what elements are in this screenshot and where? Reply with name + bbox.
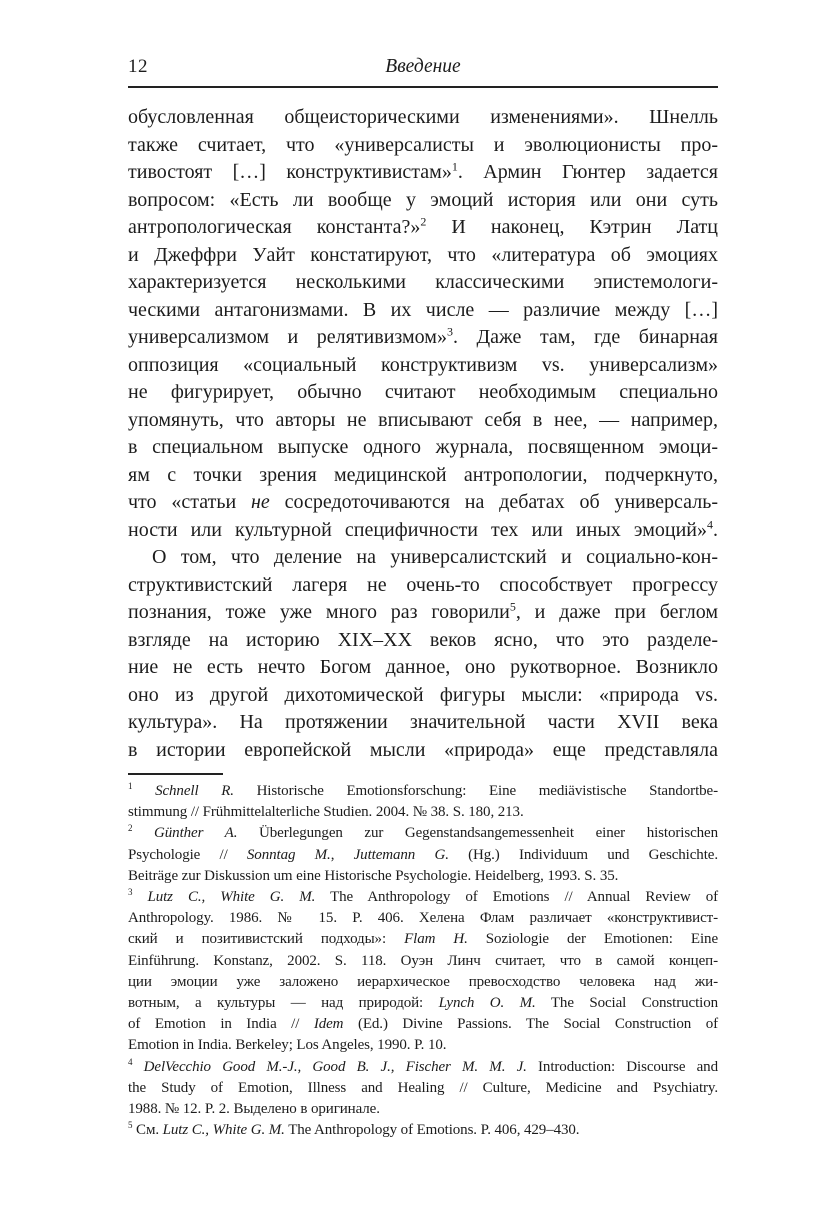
text-run [132, 889, 147, 905]
body-text [128, 104, 718, 764]
text-line [128, 1057, 718, 1078]
text-run: Soziologie der Emotionen: Eine [467, 931, 718, 948]
text-line [128, 654, 718, 682]
text-run: The Anthropology of Emotions. P. 406, 429–430. [284, 1122, 580, 1139]
text-run: Flam H. [404, 931, 468, 948]
text-run: ческими антагонизмами. В их числе — различие между […] [128, 298, 718, 321]
text-run: универсализмом и релятивизмом» [128, 326, 447, 348]
text-line [128, 517, 718, 545]
text-line [128, 104, 718, 132]
text-run: . [713, 518, 718, 541]
text-line [128, 544, 718, 572]
text-run: Idem [313, 1016, 344, 1033]
page-content [128, 56, 718, 1141]
text-line [128, 737, 718, 765]
text-run: И наконец, Кэтрин Латц [426, 216, 718, 238]
text-run: вопросом: «Есть ли вообще у эмоций история или они суть [128, 188, 718, 211]
text-run: (Ed.) Divine Passions. The Social Construction of [343, 1016, 718, 1033]
text-run: Anthropology. 1986. № 15. P. 406. Хелена Флам различает «конструктивист- [128, 910, 718, 927]
text-run: . Даже там, где бинарная [452, 326, 718, 348]
text-run: в специальном выпуске одного журнала, посвященном эмоци- [128, 436, 718, 458]
text-run: структивистский лагеря не очень-то способствует прогрессу [128, 573, 718, 596]
text-run: познания, тоже уже много раз говорили [128, 601, 510, 623]
text-line [128, 709, 718, 737]
text-run: 1988. № 12. P. 2. Выделено в оригинале. [128, 1101, 380, 1118]
footnote-ref: 5 [509, 599, 516, 614]
text-run: Emotion in India. Berkeley; Los Angeles, 1990. P. 10. [128, 1037, 447, 1054]
text-run: ности или культурной специфичности тех или иных эмоций» [128, 518, 707, 541]
footnote [128, 781, 718, 823]
text-line [128, 845, 718, 866]
text-run: (Hg.) Individuum und Geschichte. [448, 846, 718, 863]
text-run: вотным, а культуры — над природой: [128, 995, 439, 1012]
footnote-ref: 1 [128, 781, 133, 791]
text-line [128, 993, 718, 1014]
text-run: . Армин Гюнтер задается [457, 161, 718, 183]
text-line [128, 159, 718, 187]
text-run: , [330, 846, 354, 863]
text-run [132, 1059, 143, 1075]
text-run: Lutz C., White G. M. [147, 889, 316, 906]
text-line [128, 462, 718, 490]
text-run: обусловленная общеисторическими изменениями». Шнелль [128, 106, 718, 128]
text-run: Schnell R. [155, 783, 234, 799]
footnote-list [128, 781, 718, 1141]
text-line [128, 572, 718, 600]
text-line [128, 269, 718, 297]
text-line [128, 823, 718, 844]
text-run: ние не есть нечто Богом данное, оно рукотворное. Возникло [128, 656, 718, 678]
text-run: Überlegungen zur Gegenstandsangemessenheit einer historischen [237, 825, 718, 842]
footnote-ref: 1 [451, 159, 458, 174]
footnote-ref: 5 [128, 1120, 133, 1131]
text-line [128, 379, 718, 407]
text-run [132, 783, 155, 799]
footnote-ref: 4 [707, 516, 713, 531]
text-line [128, 1035, 718, 1056]
text-line [128, 887, 718, 908]
text-line [128, 1120, 718, 1141]
text-run: of Emotion in India // [128, 1016, 314, 1033]
text-line [128, 434, 718, 462]
paragraph [128, 544, 718, 764]
text-run: Lynch O. M. [438, 995, 536, 1012]
text-run: Günther A. [154, 825, 238, 842]
footnote-ref: 3 [446, 324, 453, 339]
text-line [128, 132, 718, 160]
text-run: также считает, что «универсалисты и эволюционисты про- [128, 133, 718, 156]
text-run: Einführung. Konstanz, 2002. S. 118. Оуэн Линч считает, что в самой концеп- [128, 952, 718, 969]
text-line [128, 324, 718, 352]
page-number: 12 [128, 56, 148, 77]
text-run: что «статьи [128, 491, 251, 513]
text-run: взгляде на историю XIX–XX веков ясно, что это разделе- [128, 628, 718, 651]
text-line [128, 972, 718, 993]
text-line [128, 781, 718, 802]
text-run: the Study of Emotion, Illness and Healing // Culture, Medicine and Psychiatry. [128, 1079, 718, 1096]
text-line [128, 1014, 718, 1035]
text-run: О том, что деление на универсалистский и социально-кон- [152, 546, 718, 568]
text-run: характеризуется несколькими классическими эпистемологи- [128, 271, 718, 293]
text-run: в истории европейской мысли «природа» еще представляла [128, 738, 718, 761]
text-line [128, 352, 718, 380]
footnote [128, 1120, 718, 1141]
text-line [128, 242, 718, 270]
text-run: stimmung // Frühmittelalterliche Studien. 2004. № 38. S. 180, 213. [128, 804, 524, 821]
text-line [128, 1078, 718, 1099]
text-line [128, 407, 718, 435]
text-run: Sonntag M. [246, 846, 331, 863]
text-run: Introduction: Discourse and [526, 1058, 718, 1075]
text-line [128, 951, 718, 972]
paragraph [128, 104, 718, 544]
text-run: оппозиция «социальный конструктивизм vs. универсализм» [128, 353, 718, 376]
text-line [128, 929, 718, 950]
footnote [128, 823, 718, 887]
page-header [128, 56, 718, 88]
text-run [132, 825, 154, 841]
text-run: культура». На протяжении значительной части XVII века [128, 711, 718, 733]
footnote-ref: 2 [420, 214, 427, 229]
text-line [128, 802, 718, 823]
text-run: Lutz C., White G. M. [162, 1122, 285, 1139]
text-run: The Social Construction [535, 995, 718, 1012]
text-line [128, 297, 718, 325]
text-run: антропологическая константа?» [128, 216, 421, 238]
footnote [128, 1057, 718, 1121]
text-run: См. [132, 1122, 163, 1139]
text-run: Juttemann G. [353, 846, 449, 863]
text-line [128, 908, 718, 929]
text-line [128, 599, 718, 627]
text-run: Historische Emotionsforschung: Eine mediävistische Standortbe- [233, 783, 718, 799]
footnote-ref: 4 [128, 1056, 133, 1067]
text-run: тивостоят […] конструктивистам» [128, 161, 452, 183]
text-run: упомянуть, что авторы не вписывают себя в нее, — например, [128, 408, 718, 431]
running-title: Введение [385, 56, 461, 77]
footnote-separator [128, 773, 223, 775]
text-line [128, 187, 718, 215]
footnote-ref: 2 [128, 823, 133, 834]
text-run: Psychologie // [128, 846, 247, 863]
text-line [128, 214, 718, 242]
text-line [128, 627, 718, 655]
text-line [128, 682, 718, 710]
text-run: Beiträge zur Diskussion um eine Historische Psychologie. Heidelberg, 1993. S. 35. [128, 867, 619, 884]
text-run: DelVecchio Good M.-J., Good B. J., Fischer M. M. J. [143, 1058, 527, 1075]
text-run: не фигурирует, обычно считают необходимым специально [128, 381, 718, 403]
text-line [128, 489, 718, 517]
text-run: ции эмоции уже заложено иерархическое превосходство человека над жи- [128, 973, 718, 990]
text-run: ям с точки зрения медицинской антропологии, подчеркнуто, [128, 463, 718, 486]
text-run: , и даже при беглом [515, 601, 718, 623]
text-line [128, 1099, 718, 1120]
footnote-ref: 3 [128, 887, 133, 898]
text-run: не [250, 491, 270, 513]
footnote [128, 887, 718, 1057]
text-line [128, 866, 718, 887]
text-run: и Джеффри Уайт констатируют, что «литература об эмоциях [128, 243, 718, 266]
text-run: The Anthropology of Emotions // Annual Review of [315, 889, 719, 906]
text-run: ский и позитивистский подходы»: [128, 931, 405, 948]
text-run: оно из другой дихотомической фигуры мысли: «природа vs. [128, 683, 718, 706]
text-run: сосредоточиваются на дебатах об универсаль- [269, 491, 718, 513]
